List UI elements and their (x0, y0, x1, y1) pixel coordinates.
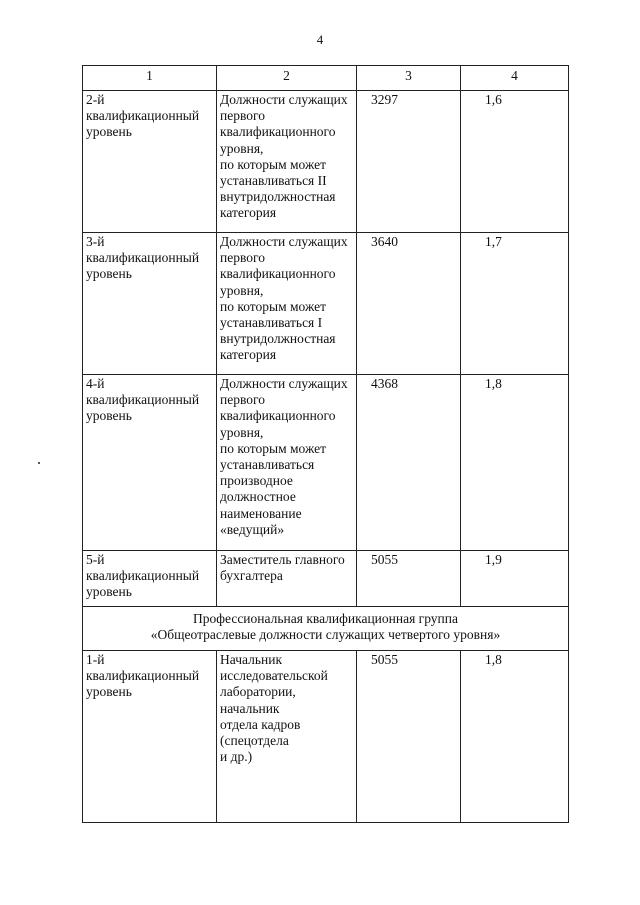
position-cell: Заместитель главного бухгалтера (217, 551, 357, 607)
coefficient-cell: 1,6 (461, 91, 569, 233)
group-title (83, 607, 569, 651)
salary-cell: 4368 (357, 375, 461, 551)
salary-cell: 5055 (357, 651, 461, 823)
page-number: 4 (316, 32, 324, 47)
header-cell-3: 3 (357, 66, 461, 91)
coefficient-cell: 1,8 (461, 375, 569, 551)
salary-cell: 3640 (357, 233, 461, 375)
position-cell: Должности служащих первого квалификационного уровня, по которым может устанавливаться II внутридолжностная категория (217, 91, 357, 233)
group-title-line-2: «Общеотраслевые должности служащих четвертого уровня» (150, 627, 501, 643)
coefficient-cell: 1,9 (461, 551, 569, 607)
salary-cell: 5055 (357, 551, 461, 607)
level-cell: 3-й квалификационный уровень (83, 233, 217, 375)
position-cell: Начальник исследовательской лаборатории, начальник отдела кадров (спецотдела и др.) (217, 651, 357, 823)
header-cell-2: 2 (217, 66, 357, 91)
header-cell-4: 4 (461, 66, 569, 91)
coefficient-cell: 1,7 (461, 233, 569, 375)
level-cell: 1-й квалификационный уровень (83, 651, 217, 823)
table-row (83, 551, 569, 607)
level-cell: 5-й квалификационный уровень (83, 551, 217, 607)
level-cell: 4-й квалификационный уровень (83, 375, 217, 551)
group-header-row (83, 607, 569, 651)
table-header-row (83, 66, 569, 91)
salary-cell: 3297 (357, 91, 461, 233)
position-cell: Должности служащих первого квалификационного уровня, по которым может устанавливаться производное должностное наименование «ведущий» (217, 375, 357, 551)
header-cell-1: 1 (83, 66, 217, 91)
table-row (83, 375, 569, 551)
salary-table (82, 65, 569, 823)
group-title-line-1: Профессиональная квалификационная группа (193, 611, 458, 626)
level-cell: 2-й квалификационный уровень (83, 91, 217, 233)
scan-speck (38, 462, 40, 464)
table-row (83, 233, 569, 375)
position-cell: Должности служащих первого квалификационного уровня, по которым может устанавливаться I внутридолжностная категория (217, 233, 357, 375)
table-row (83, 91, 569, 233)
table-row (83, 651, 569, 823)
coefficient-cell: 1,8 (461, 651, 569, 823)
